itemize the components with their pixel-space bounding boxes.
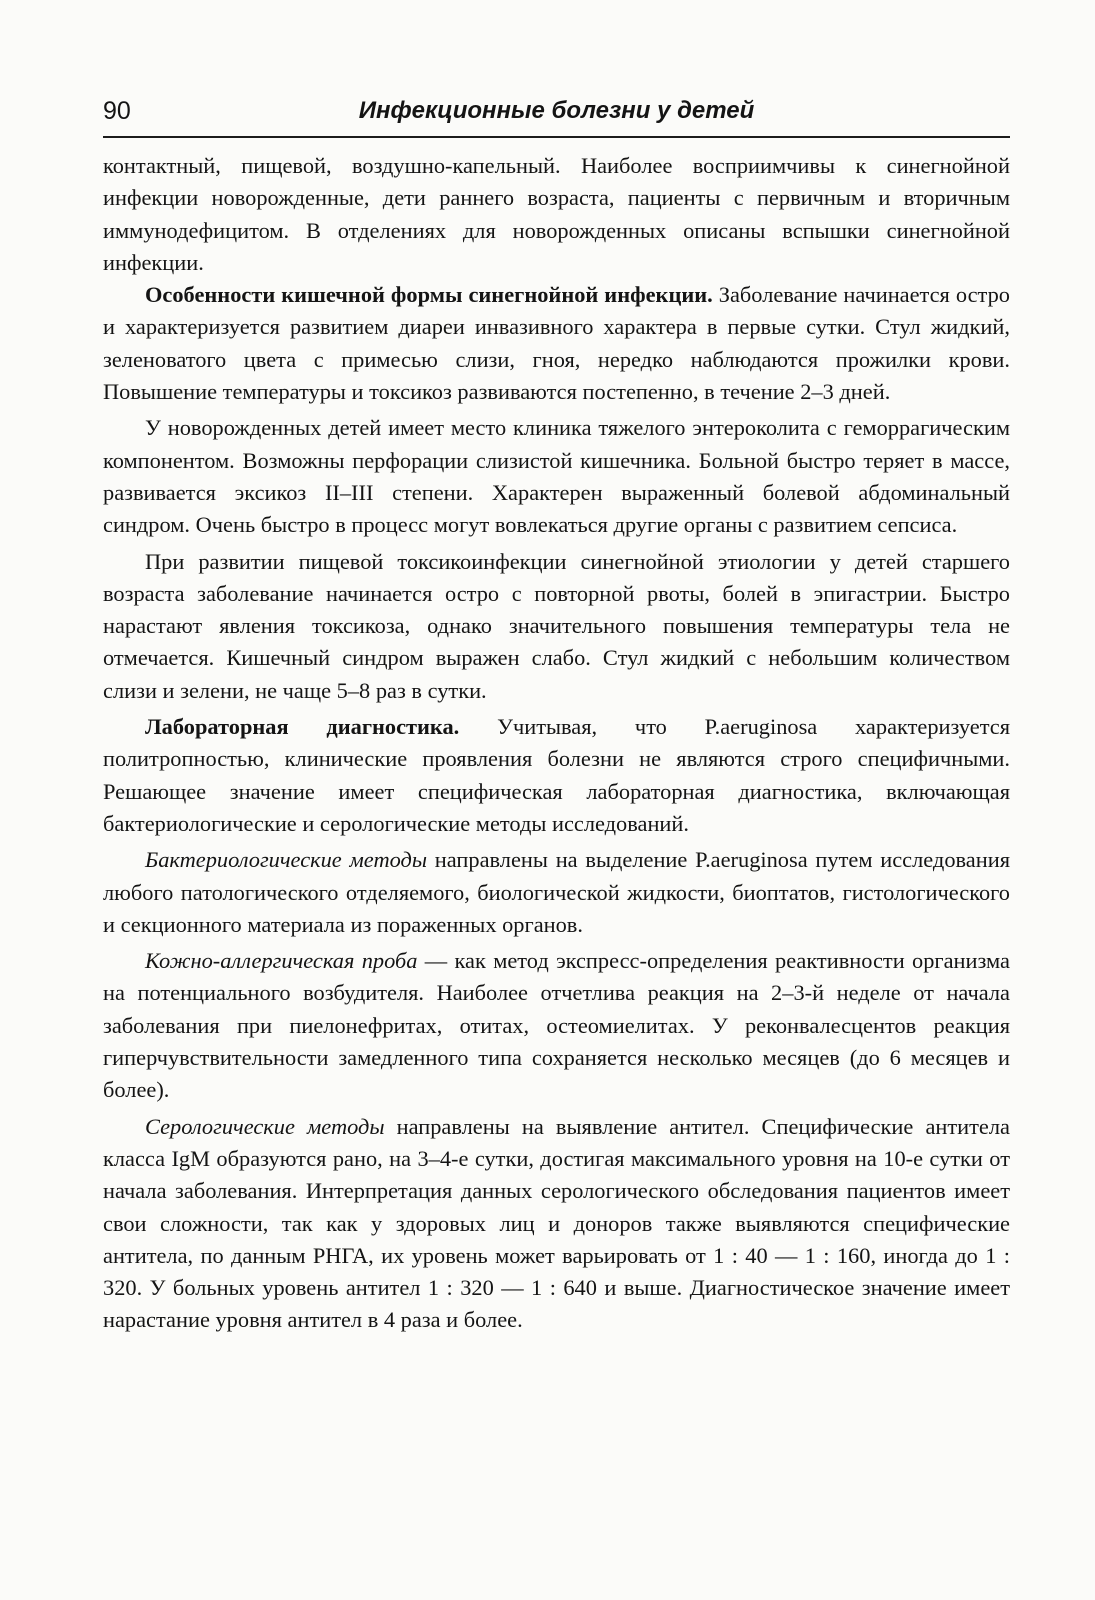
paragraph-text: При развитии пищевой токсикоинфекции синегнойной этиологии у детей старшего возраста заболевание начинается остро с повторной рвоты, болей в эпигастрии. Быстро нарастают явления токсикоза, однако значительного повышения температуры тела не отмечается. Кишечный синдром выражен слабо. Стул жидкий с небольшим количеством слизи и зелени, не чаще 5–8 раз в сутки. [103, 548, 1010, 703]
paragraph-text: Учитывая, что P.aeruginosa характеризуется политропностью, клинические проявления болезни не являются строго специфичными. Решающее значение имеет специфическая лабораторная диагностика, включающая бактериологические и серологические методы исследований. [103, 714, 1010, 836]
body-text [103, 150, 1010, 1337]
paragraph-term: Бактериологические методы [145, 847, 428, 873]
paragraph-text: контактный, пищевой, воздушно-капельный. Наиболее восприимчивы к синегнойной инфекции новорожденные, дети раннего возраста, пациенты с первичным и вторичным иммунодефицитом. В отделениях для новорожденных описаны вспышки синегнойной инфекции. [103, 153, 1010, 275]
paragraph-text: У новорожденных детей имеет место клиника тяжелого энтероколита с геморрагическим компонентом. Возможны перфорации слизистой кишечника. Больной быстро теряет в массе, развивается эксикоз II–III степени. Характерен выраженный болевой абдоминальный синдром. Очень быстро в процесс могут вовлекаться другие органы с развитием сепсиса. [103, 415, 1010, 538]
paragraph-skin-allergy-test [103, 945, 1010, 1106]
paragraph-continuation [103, 150, 1010, 279]
paragraph-term: Кожно-аллергическая проба [145, 948, 418, 974]
paragraph-food-toxicoinfection [103, 546, 1010, 707]
paragraph-text: — как метод экспресс-определения реактивности организма на потенциального возбудителя. Наиболее отчетлива реакция на 2–3-й неделе от начала заболевания при пиелонефритах, отитах, остеомиелитах. У реконвалесцентов реакция гиперчувствительности замедленного типа сохраняется несколько месяцев (до 6 месяцев и более). [103, 948, 1010, 1103]
paragraph-lab-diagnostics [103, 711, 1010, 840]
paragraph-bacteriological-methods [103, 844, 1010, 941]
paragraph-term: Серологические методы [145, 1113, 385, 1139]
paragraph-text: Заболевание начинается остро и характеризуется развитием диареи инвазивного характера в первые сутки. Стул жидкий, зеленоватого цвета с примесью слизи, гноя, нередко наблюдаются прожилки крови. Повышение температуры и токсикоз развиваются постепенно, в течение 2–3 дней. [103, 282, 1010, 405]
page-number: 90 [103, 97, 131, 125]
paragraph-heading: Лабораторная диагностика. [145, 714, 460, 740]
page-header [103, 92, 1010, 138]
paragraph-text: направлены на выделение P.aeruginosa путем исследования любого патологического отделяемого, биологической жидкости, биоптатов, гистологического и секционного материала из пораженных органов. [103, 847, 1010, 937]
paragraph-intestinal-form [103, 279, 1010, 408]
running-title: Инфекционные болезни у детей [358, 97, 755, 124]
paragraph-newborns [103, 412, 1010, 541]
paragraph-serological-methods [103, 1111, 1010, 1337]
paragraph-heading: Особенности кишечной формы синегнойной инфекции. [145, 282, 713, 308]
paragraph-text: направлены на выявление антител. Специфические антитела класса IgM образуются рано, на 3–4-е сутки, достигая максимального уровня на 10-е сутки от начала заболевания. Интерпретация данных серологического обследования пациентов имеет свои сложности, так как у здоровых лиц и доноров также выявляются специфические антитела, по данным РНГА, их уровень может варьировать от 1 : 40 — 1 : 160, иногда до 1 : 320. У больных уровень антител 1 : 320 — 1 : 640 и выше. Диагностическое значение имеет нарастание уровня антител в 4 раза и более. [103, 1113, 1010, 1333]
